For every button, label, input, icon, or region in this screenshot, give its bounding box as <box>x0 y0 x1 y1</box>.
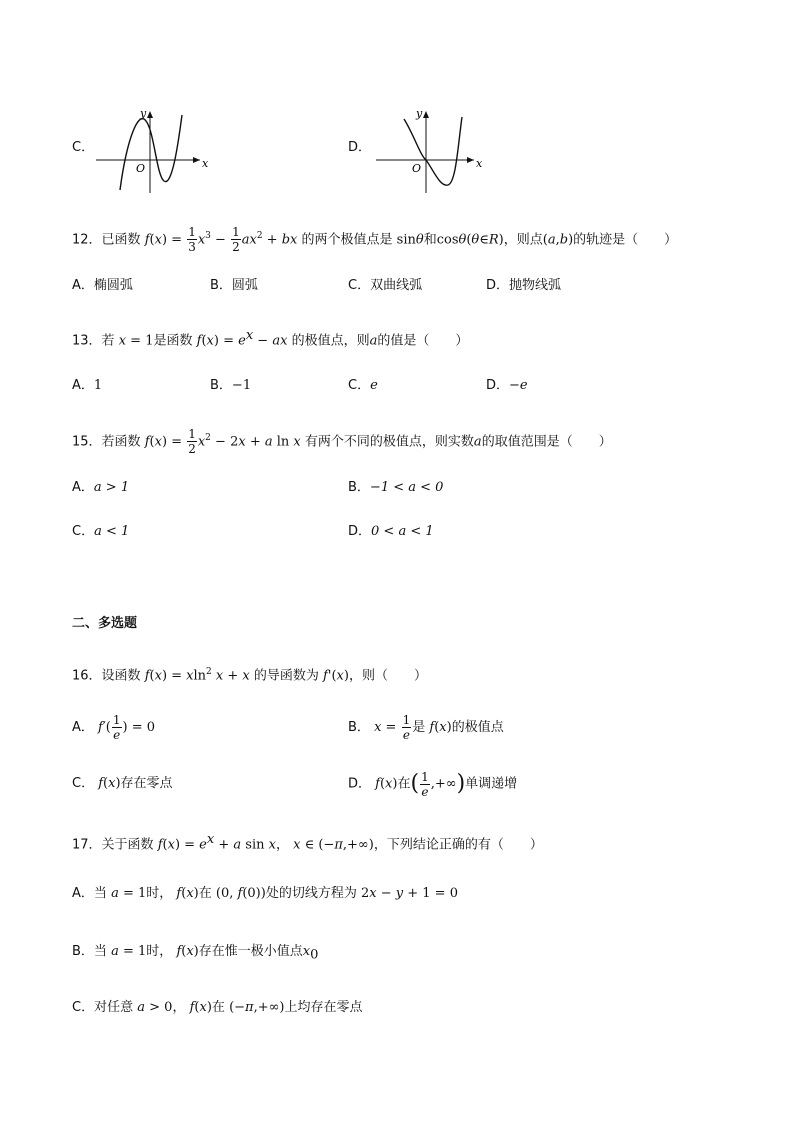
q16-option-d[interactable]: D． f(x)在( $\frac{1}{e}$ ,+∞)单调递增 <box>348 769 518 799</box>
q17-lead: 关于函数 <box>101 837 154 853</box>
q16-mid1: 的导函数为 <box>253 668 319 684</box>
y-axis-label: y <box>140 107 147 120</box>
q13-number: 13． <box>72 333 102 349</box>
q11-graph-d <box>370 105 490 195</box>
q11-graph-c <box>92 105 212 195</box>
q12-option-d[interactable]: D．抛物线弧 <box>486 278 562 293</box>
q13-option-d[interactable]: D．−e <box>486 378 528 393</box>
origin-label: O <box>412 162 422 175</box>
q13-option-b[interactable]: B．−1 <box>210 378 252 393</box>
q17-option-a[interactable]: A．当 a = 1时， f(x)在 (0, f(0))处的切线方程为 2x − y + 1 = 0 <box>72 886 458 901</box>
section-heading-multiple-choice: 二、多选题 <box>72 616 138 631</box>
q17-stem: 17．关于函数 $f(x) = e^x + a$ sin x， x ∈ (−π,+∞)，下列结论正确的有（ ） <box>72 832 543 853</box>
q12-option-b[interactable]: B．圆弧 <box>210 278 258 293</box>
origin-label: O <box>136 162 146 175</box>
q15-option-d[interactable]: D．0 < a < 1 <box>348 524 434 539</box>
q15-option-a[interactable]: A．a > 1 <box>72 480 130 495</box>
x-axis-arrow <box>193 157 200 163</box>
q17-option-c[interactable]: C．对任意 a > 0， f(x)在 (−π,+∞)上均存在零点 <box>72 1000 363 1015</box>
q13-mid2: 的极值点，则 <box>291 333 370 349</box>
q13-mid1: 是函数 <box>153 333 193 349</box>
q13-tail: 的值是（ ） <box>377 333 469 349</box>
cubic-curve <box>120 115 182 190</box>
q12-lead: 已函数 <box>101 232 141 248</box>
q13-option-a[interactable]: A．1 <box>72 378 103 393</box>
q15-option-c[interactable]: C．a < 1 <box>72 524 130 539</box>
q16-stem: 16．设函数 f(x) = xln$^2$ x + x 的导函数为 f'(x)，则（ ） <box>72 667 427 684</box>
q13-option-c[interactable]: C．e <box>348 378 378 393</box>
q11-option-c-label: C． <box>72 140 95 155</box>
q12-number: 12． <box>72 232 102 248</box>
q12-function: f <box>144 232 150 248</box>
x-axis-label: x <box>202 157 209 170</box>
q15-option-b[interactable]: B．−1 < a < 0 <box>348 480 444 495</box>
q13-stem: 13．若 x = 1是函数 $f(x) = e^x$ − ax 的极值点，则a的值是（ ） <box>72 328 469 349</box>
q12-stem: 12．已函数 f(x) = $\frac{1}{3}$ $x^3$ − $\frac{1}{2}$ $ax^2$ + bx 的两个极值点是 sinθ和cosθ(θ∈R)，则点(a,b)的轨迹是（ ） <box>72 225 678 255</box>
q16-lead: 设函数 <box>101 668 141 684</box>
q16-option-c[interactable]: C． f(x)存在零点 <box>72 776 173 791</box>
q12-tail: 的轨迹是（ ） <box>573 232 678 248</box>
y-axis-arrow <box>147 111 153 118</box>
x-axis-arrow <box>467 157 474 163</box>
q15-number: 15． <box>72 434 102 450</box>
q16-tail: ，则（ ） <box>348 668 427 684</box>
q16-option-a[interactable]: A． f′( $\frac{1}{e}$ ) = 0 <box>72 713 156 742</box>
q12-option-c[interactable]: C．双曲线弧 <box>348 278 423 293</box>
q12-mid2: 和 <box>423 232 437 248</box>
y-axis-arrow <box>423 111 429 118</box>
q11-option-d-label: D． <box>348 140 372 155</box>
y-axis-label: y <box>416 107 423 120</box>
q15-stem: 15．若函数 f(x) = $\frac{1}{2}$ $x^2 - 2x + a$ ln x 有两个不同的极值点，则实数a的取值范围是（ ） <box>72 427 612 457</box>
q13-lead: 若 <box>101 333 115 349</box>
q15-tail: 的取值范围是（ ） <box>481 434 612 450</box>
q15-lead: 若函数 <box>101 434 141 450</box>
q12-option-a[interactable]: A．椭圆弧 <box>72 278 133 293</box>
q17-option-b[interactable]: B．当 a = 1时， f(x)存在惟一极小值点$x_0$ <box>72 944 319 963</box>
q12-mid3: ，则点 <box>503 232 543 248</box>
q17-tail: ，下列结论正确的有（ ） <box>373 837 543 853</box>
q16-number: 16． <box>72 668 102 684</box>
q17-number: 17． <box>72 837 102 853</box>
q16-option-b[interactable]: B． x = $\frac{1}{e}$ 是 f(x)的极值点 <box>348 713 504 742</box>
q15-mid1: 有两个不同的极值点，则实数 <box>304 434 474 450</box>
x-axis-label: x <box>476 157 483 170</box>
q12-mid1: 的两个极值点是 <box>301 232 393 248</box>
